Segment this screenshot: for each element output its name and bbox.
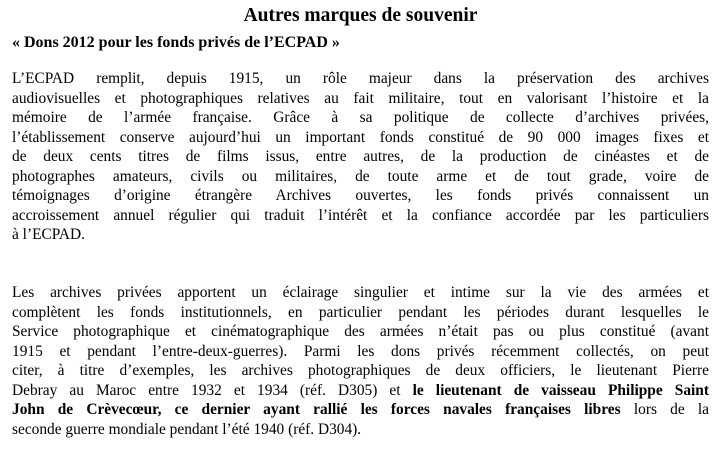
paragraph-line: 1915 et pendant l’entre-deux-guerres). Parmi les dons privés récemment collectés, on peut <box>12 342 709 360</box>
paragraph-line: complètent les fonds institutionnels, en particulier pendant les périodes durant lesquelles le <box>12 303 709 321</box>
page-subtitle: « Dons 2012 pour les fonds privés de l’ECPAD » <box>12 34 340 51</box>
highlighted-text: le lieutenant de vaisseau Philippe Saint <box>412 381 709 399</box>
paragraph-line: à l’ECPAD. <box>12 226 85 243</box>
paragraph-line-mixed <box>12 381 709 401</box>
paragraph-line: de deux cents titres de films issus, entre autres, de la production de cinéastes et de <box>12 148 709 165</box>
paragraph-line: citer, à titre d’exemples, les archives photographiques de deux officiers, le lieutenant Pierre <box>12 362 709 379</box>
paragraph-line: seconde guerre mondiale pendant l’été 1940 (réf. D304). <box>12 420 362 438</box>
line-text: Debray au Maroc entre 1932 et 1934 (réf. D305) et <box>12 381 413 399</box>
paragraph-line: l’établissement conserve aujourd’hui un important fonds constitué de 90 000 images fixes et <box>12 128 709 146</box>
paragraph-line: témoignages d’origine étrangère Archives ouvertes, les fonds privés connaissent un <box>12 187 709 204</box>
paragraph-line: audiovisuelles et photographiques relatives au fait militaire, tout en valorisant l’histoire et la <box>12 89 709 107</box>
paragraph-line: accroissement annuel régulier qui traduit l’intérêt et la confiance accordée par les particuliers <box>12 206 709 224</box>
paragraph-line: mémoire de l’armée française. Grâce à sa politique de collecte d’archives privées, <box>12 109 709 126</box>
highlighted-text: John de Crèvecœur, ce dernier ayant rallié les forces navales françaises libres <box>12 401 621 418</box>
line-text: lors de la <box>620 401 709 418</box>
paragraph-line: Les archives privées apportent un éclairage singulier et intime sur la vie des armées et <box>12 284 709 301</box>
paragraph-line-mixed <box>12 400 709 420</box>
paragraph-line: Service photographique et cinématographique des armées n’était pas ou plus constitué (avant <box>12 323 709 340</box>
paragraph-line: photographes amateurs, civils ou militaires, de toute arme et de tout grade, voire de <box>12 167 709 185</box>
paragraph-private-archives <box>12 283 709 439</box>
paragraph-line: L’ECPAD remplit, depuis 1915, un rôle majeur dans la préservation des archives <box>12 70 709 87</box>
page-title: Autres marques de souvenir <box>243 5 478 26</box>
paragraph-ecpad-role <box>12 69 709 245</box>
